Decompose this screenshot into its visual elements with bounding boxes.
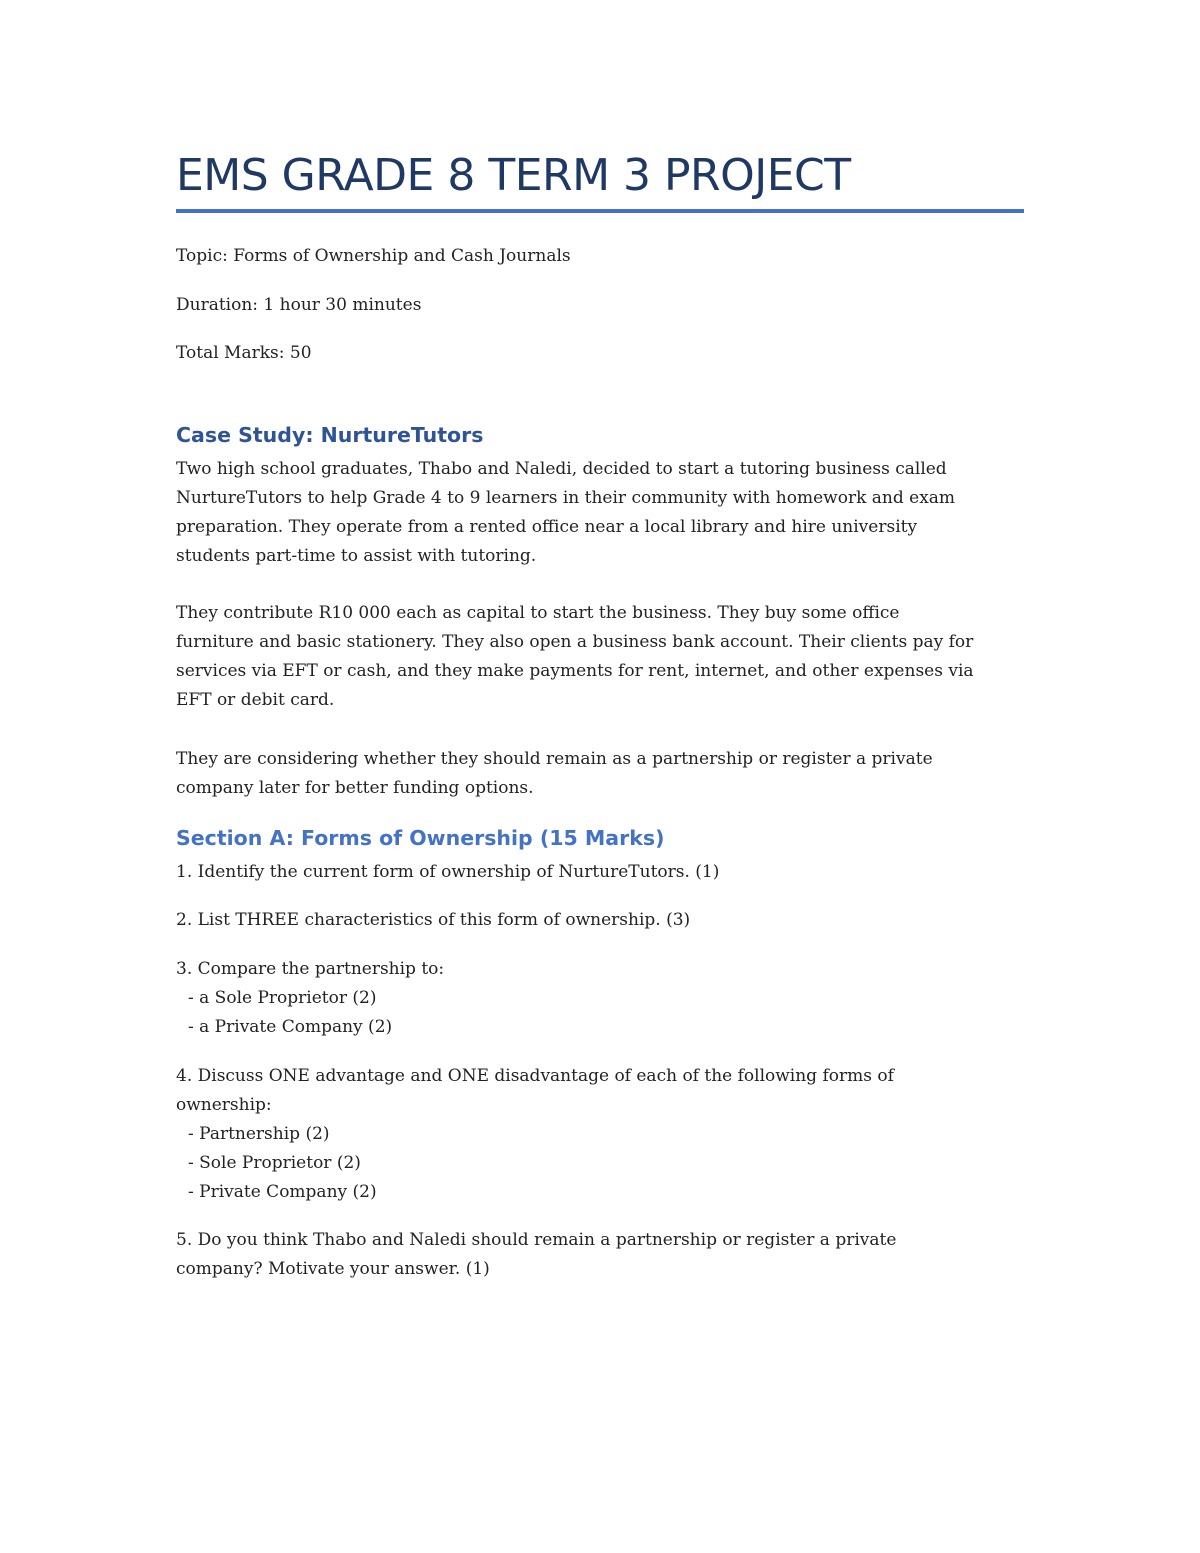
paragraph-line: services via EFT or cash, and they make payments for rent, internet, and other expenses via — [176, 661, 974, 681]
section-a-heading: Section A: Forms of Ownership (15 Marks) — [176, 826, 665, 850]
question-1: 1. Identify the current form of ownership of NurtureTutors. (1) — [176, 862, 720, 882]
paragraph-line: company later for better funding options. — [176, 778, 534, 798]
question-stem: 3. Compare the partnership to: — [176, 959, 445, 979]
total-marks-line: Total Marks: 50 — [176, 343, 312, 363]
paragraph-line: furniture and basic stationery. They also open a business bank account. Their clients pay for — [176, 632, 974, 652]
paragraph-line: preparation. They operate from a rented office near a local library and hire university — [176, 517, 918, 537]
paragraph-line: Two high school graduates, Thabo and Naledi, decided to start a tutoring business called — [176, 459, 947, 479]
question-stem: 4. Discuss ONE advantage and ONE disadvantage of each of the following forms of — [176, 1066, 894, 1086]
question-5 — [176, 1226, 1036, 1284]
paragraph-line: EFT or debit card. — [176, 690, 335, 710]
question-3 — [176, 955, 1036, 1042]
case-study-paragraph-3 — [176, 745, 1036, 803]
question-stem: ownership: — [176, 1095, 272, 1115]
list-item: - Private Company (2) — [188, 1182, 377, 1202]
paragraph-line: NurtureTutors to help Grade 4 to 9 learners in their community with homework and exam — [176, 488, 956, 508]
question-4 — [176, 1062, 1036, 1207]
question-stem: company? Motivate your answer. (1) — [176, 1259, 490, 1279]
duration-line: Duration: 1 hour 30 minutes — [176, 295, 422, 315]
topic-line: Topic: Forms of Ownership and Cash Journals — [176, 246, 571, 266]
list-item: - Partnership (2) — [188, 1124, 330, 1144]
paragraph-line: students part-time to assist with tutoring. — [176, 546, 537, 566]
title-underline — [176, 209, 1024, 213]
list-item: - a Private Company (2) — [188, 1017, 393, 1037]
question-stem: 5. Do you think Thabo and Naledi should remain a partnership or register a private — [176, 1230, 897, 1250]
question-2: 2. List THREE characteristics of this form of ownership. (3) — [176, 910, 691, 930]
case-study-paragraph-2 — [176, 599, 1036, 715]
document-title: EMS GRADE 8 TERM 3 PROJECT — [176, 150, 851, 201]
paragraph-line: They are considering whether they should remain as a partnership or register a private — [176, 749, 933, 769]
list-item: - Sole Proprietor (2) — [188, 1153, 361, 1173]
list-item: - a Sole Proprietor (2) — [188, 988, 377, 1008]
case-study-paragraph-1 — [176, 455, 1036, 571]
case-study-heading: Case Study: NurtureTutors — [176, 423, 484, 447]
paragraph-line: They contribute R10 000 each as capital to start the business. They buy some office — [176, 603, 900, 623]
